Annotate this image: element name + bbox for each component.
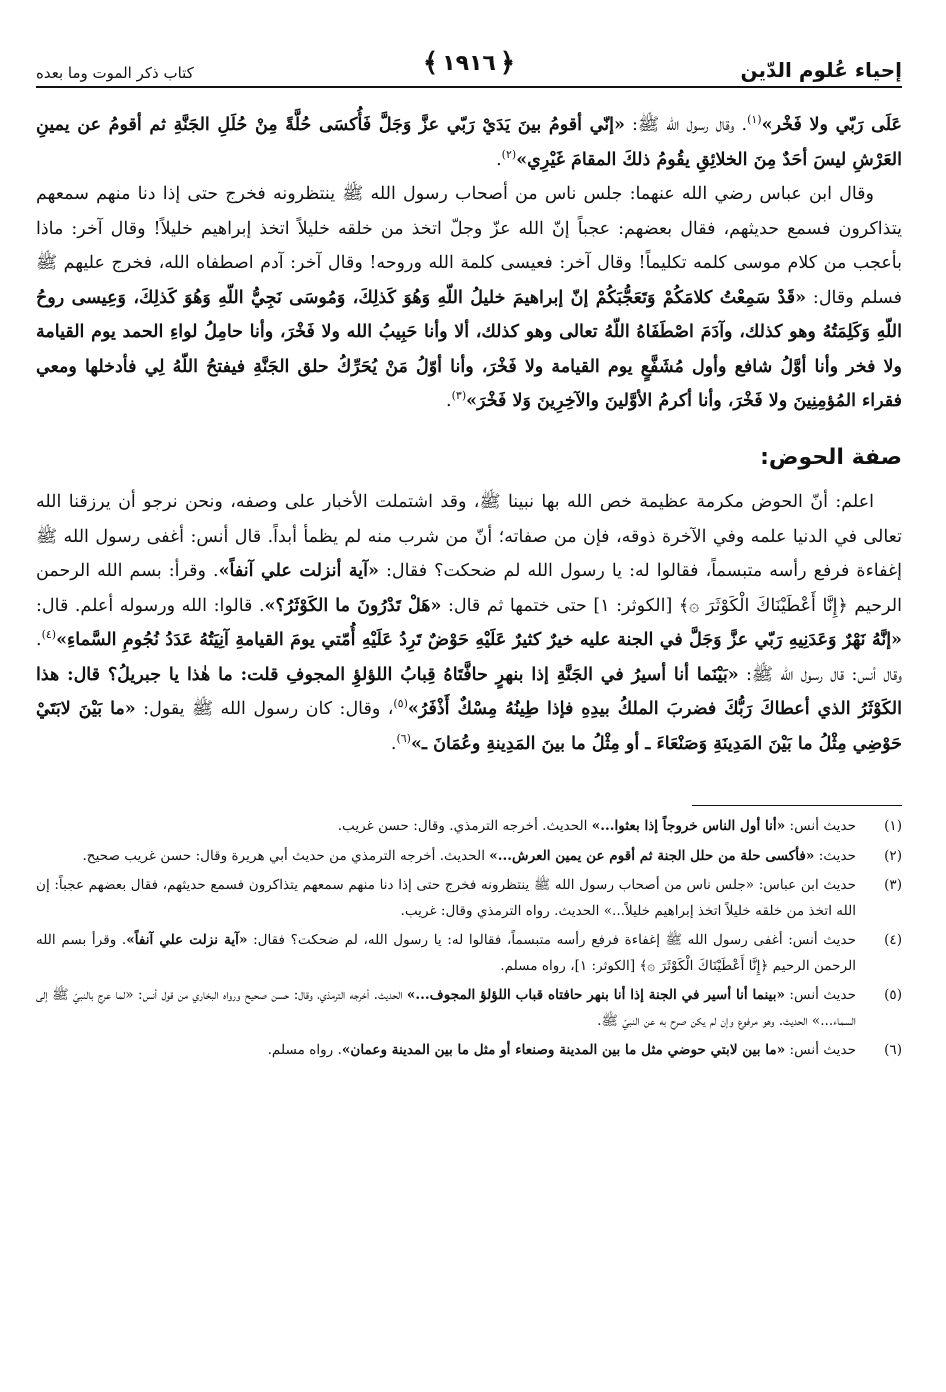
footnote-text-part: . وقرأ بسم الله الرحمن الرحيم ﴿إِنَّا أَعْطَيْنَاكَ الْكَوْثَرَ ۞﴾ [الكوثر: ١]، رواه مسلم.: [36, 932, 856, 974]
footnote-ref-6: (٦): [396, 731, 411, 745]
footnote-text-part: الحديث. أخرجه الترمذي، وقال: حسن صحيح ورواه البخاري من قول أنس: «لما عرج بالنبيّ ﷺ إلى السماء...» الحديث. وهو مرفوع وإن لم يكن صرح به عن النبيّ ﷺ.: [36, 987, 856, 1029]
footnote-number: (٢): [884, 847, 902, 864]
footnote-ref-5: (٥): [393, 697, 408, 711]
footnote: [36, 983, 902, 1034]
page-number: ١٩١٦: [442, 50, 496, 76]
footnote-text: [36, 873, 856, 924]
paragraph-3-end: .: [390, 733, 397, 754]
paragraph-1: [36, 108, 902, 177]
paragraph-1-opening: عَلَى رَبّي ولا فَخْر»: [761, 115, 902, 135]
paragraph-3: [36, 485, 902, 761]
footnote-divider: [692, 805, 902, 806]
footnote-quote: «آية نزلت علي آنفاً»: [126, 932, 248, 948]
footnote-text-part: الحديث. أخرجه الترمذي من حديث أبي هريرة وقال: حسن غريب صحيح.: [82, 847, 490, 864]
footnote: [36, 844, 902, 870]
footnote-text-part: حديث ابن عباس: «جلس ناس من أصحاب رسول الله ﷺ ينتظرونه فخرج حتى إذا دنا منهم سمعهم يتذاكرون فسمع حديثهم، فقال بعضهم عجباً: إن الله اتخذ من خلقه خليلاً اتخذ إبراهيم خليلاً...» الحديث. رواه الترمذي وقال: غريب.: [36, 877, 856, 919]
footnote-text: [36, 844, 856, 870]
footnote: [36, 814, 902, 840]
footnote-ref-2: (٢): [501, 147, 517, 161]
page-header: [36, 50, 902, 88]
paragraph-1-text: . وقال رسول الله ﷺ:: [624, 115, 748, 135]
paragraph-1-end: .: [496, 149, 502, 170]
hadith-quote: «قَدْ سَمِعْتُ كلامَكُمْ وَتَعَجُّبَكُمْ إنّ إبراهيمَ خليلُ اللّهِ وَهُوَ كَذلِكَ، وَمُوسَى نَجِيُّ اللّهِ وَهُوَ كَذلِكَ، وَعِيسى روحُ اللّهِ وَكَلِمَتُهُ وهو كذلك، وآدَمَ اصْطَفَاهُ اللّهُ تعالى وهو كذلك، ألا وأنا حَبِيبُ الله ولا فَخْرَ، وأنا حامِلُ لواءِ الحمد يوم القيامة ولا فخر وأنا أوَّلُ شافع وأول مُشَفَّعٍ يوم القيامة ولا فَخْرَ، وأنا أوّلُ مَنْ يُحَرِّكُ حلق الجَنَّةِ فيفتحُ اللّهُ لِي فأدخلها ومعي فقراء المُؤمِنِينَ ولا فَخْرَ، وأنا أكرمُ الأوَّلينَ والآخِرِينَ وَلا فَخْرَ»: [36, 287, 902, 411]
paragraph-3-text: [الكوثر: ١] حتى ختمها ثم قال:: [441, 595, 679, 616]
footnote-ref-4: (٤): [41, 628, 57, 642]
chapter-title: كتاب ذكر الموت وما بعده: [36, 64, 194, 82]
footnote-number: (٥): [884, 987, 902, 1003]
paragraph-3-text: . وقرأ: بسم الله الرحمن الرحيم: [36, 561, 902, 616]
hadith-quote: «هَلْ تَدْرُونَ ما الكَوْثَرُ؟»: [264, 595, 442, 616]
hadith-quote: «إنَّهُ نَهْرٌ وَعَدَنِيهِ رَبّي عزَّ وَجَلَّ في الجنة عليه خيرٌ كثيرٌ عَلَيْهِ حَوْضٌ تَرِدُ عَلَيْهِ أُمّتي يومَ القيامةِ آنِيَتُهُ عَدَدُ نُجُومِ السَّماءِ»: [56, 630, 902, 650]
footnote: [36, 1038, 902, 1064]
footnote-text-part: حديث:: [814, 847, 856, 864]
footnote-text-part: حديث أنس:: [785, 1042, 856, 1058]
book-title: إحياء عُلوم الدّين: [740, 58, 902, 82]
footnote-text-part: حديث أنس:: [784, 987, 856, 1003]
paragraph-3-text: اعلم: أنّ الحوض مكرمة عظيمة خص الله بها نبينا ﷺ، وقد اشتملت الأخبار على وصفه، ونحن نرجو أن يرزقنا الله تعالى في الدنيا علمه وفي الآخرة ذوقه، فإن من صفاته؛ أنّ من شرب منه لم يظمأ أبداً. قال أنس: أغفى رسول الله ﷺ إغفاءة فرفع رأسه متبسماً، فقالوا له: يا رسول الله لم ضحكت؟ فقال:: [36, 492, 903, 581]
paragraph-3-text: ، وقال: كان رسول الله ﷺ يقول:: [135, 699, 394, 719]
page-number-ornament: [423, 50, 515, 76]
footnote: [36, 873, 902, 924]
footnote-text-part: . رواه مسلم.: [267, 1042, 342, 1058]
footnote-text-part: حديث أنس: أغفى رسول الله ﷺ إغفاءة فرفع رأسه متبسماً، فقالوا له: يا رسول الله، لم ضحكت؟ فقال:: [247, 932, 856, 948]
footnote-quote: «فأكسى حلة من حلل الجنة ثم أقوم عن يمين العرش...»: [489, 847, 815, 864]
paragraph-3-text: . وقال أنس: قال رسول الله ﷺ:: [36, 630, 903, 685]
ornament-bracket-left: ﴾: [422, 48, 439, 78]
footnote-text-part: حديث أنس:: [785, 818, 856, 834]
footnote-quote: «أنا أول الناس خروجاً إذا بعثوا...»: [591, 818, 786, 834]
footnote-ref-1: (١): [747, 113, 762, 127]
paragraph-2-text: وقال ابن عباس رضي الله عنهما: جلس ناس من أصحاب رسول الله ﷺ ينتظرونه فخرج حتى إذا دنا منهم سمعهم يتذاكرون فسمع حديثهم، فقال بعضهم: عجباً إنّ الله عزّ وجلّ اتخذ من خلقه خليلاً اتخذ إبراهيم خليلاً! وقال آخر: ماذا بأعجب من كلام موسى كلمه تكليماً! وقال آخر: فعيسى كلمة الله وروحه! وقال آخر: آدم اصطفاه الله، فخرج عليهم ﷺ فسلم وقال:: [36, 184, 902, 308]
footnote-text-part: الحديث. أخرجه الترمذي. وقال: حسن غريب.: [337, 818, 592, 834]
footnote-quote: «بينما أنا أسير في الجنة إذا أنا بنهر حافتاه قباب اللؤلؤ المجوف...»: [406, 987, 785, 1003]
main-text: [36, 108, 902, 761]
footnote-text: [36, 1038, 856, 1064]
paragraph-2-end: .: [446, 391, 452, 411]
hadith-quote: «إنّي أقومُ بينَ يَدَيْ رَبّي عزَّ وَجَلَّ فَأُكسَى حُلَّةً مِنْ حُلَلِ الجَنَّةِ ثم أقومُ عن يمينِ العَرْشِ ليسَ أحَدٌ مِنَ الخلائِقِ يقُومُ ذلكَ المقامَ غَيْرِي»: [36, 115, 902, 170]
footnote-text: [36, 814, 856, 840]
footnote-quote: «ما بين لابتي حوضي مثل ما بين المدينة وصنعاء أو مثل ما بين المدينة وعمان»: [341, 1042, 786, 1058]
footnote-text: [36, 928, 856, 979]
footnotes: [36, 814, 902, 1064]
footnote-number: (٣): [884, 877, 902, 893]
footnote-number: (٦): [884, 1042, 902, 1058]
quran-verse: ﴿إِنَّا أَعْطَيْنَاكَ الْكَوْثَرَ ۞﴾: [678, 595, 848, 616]
hadith-quote: «بَيْنَما أنا أسيرُ في الجَنَّةِ إذا بنهرٍ حافَّتَاهُ قِبابُ اللؤلؤِ المجوفِ قلت: ما هٰذا يا جبريلُ؟ قال: هذا الكَوْثَرُ الذي أعطاكَ رَبُّكَ فضربَ الملكُ بيدِهِ فإذا طِينُهُ مِسْكٌ أَذْفَرُ»: [36, 664, 902, 719]
section-heading: صفة الحوض:: [760, 444, 902, 470]
footnote-ref-3: (٣): [451, 389, 467, 403]
hadith-quote: «ما بَيْنَ لابَتَيْ حَوْضِي مِثْلُ ما بَيْنَ المَدِينَةِ وَصَنْعَاءَ ـ أو مِثْلُ ما بينَ المَدِينةِ وعُمَانَ ـ»: [36, 699, 902, 754]
paragraph-2: [36, 177, 902, 419]
hadith-quote: «آية أنزلت علي آنفاً»: [218, 561, 379, 581]
footnote-number: (٤): [884, 932, 902, 948]
footnote-text: [36, 983, 856, 1034]
footnote-number: (١): [884, 818, 902, 834]
paragraph-3-text: . قالوا: الله ورسوله أعلم. قال:: [36, 595, 265, 616]
footnote: [36, 928, 902, 979]
ornament-bracket-right: ﴿: [499, 48, 516, 78]
